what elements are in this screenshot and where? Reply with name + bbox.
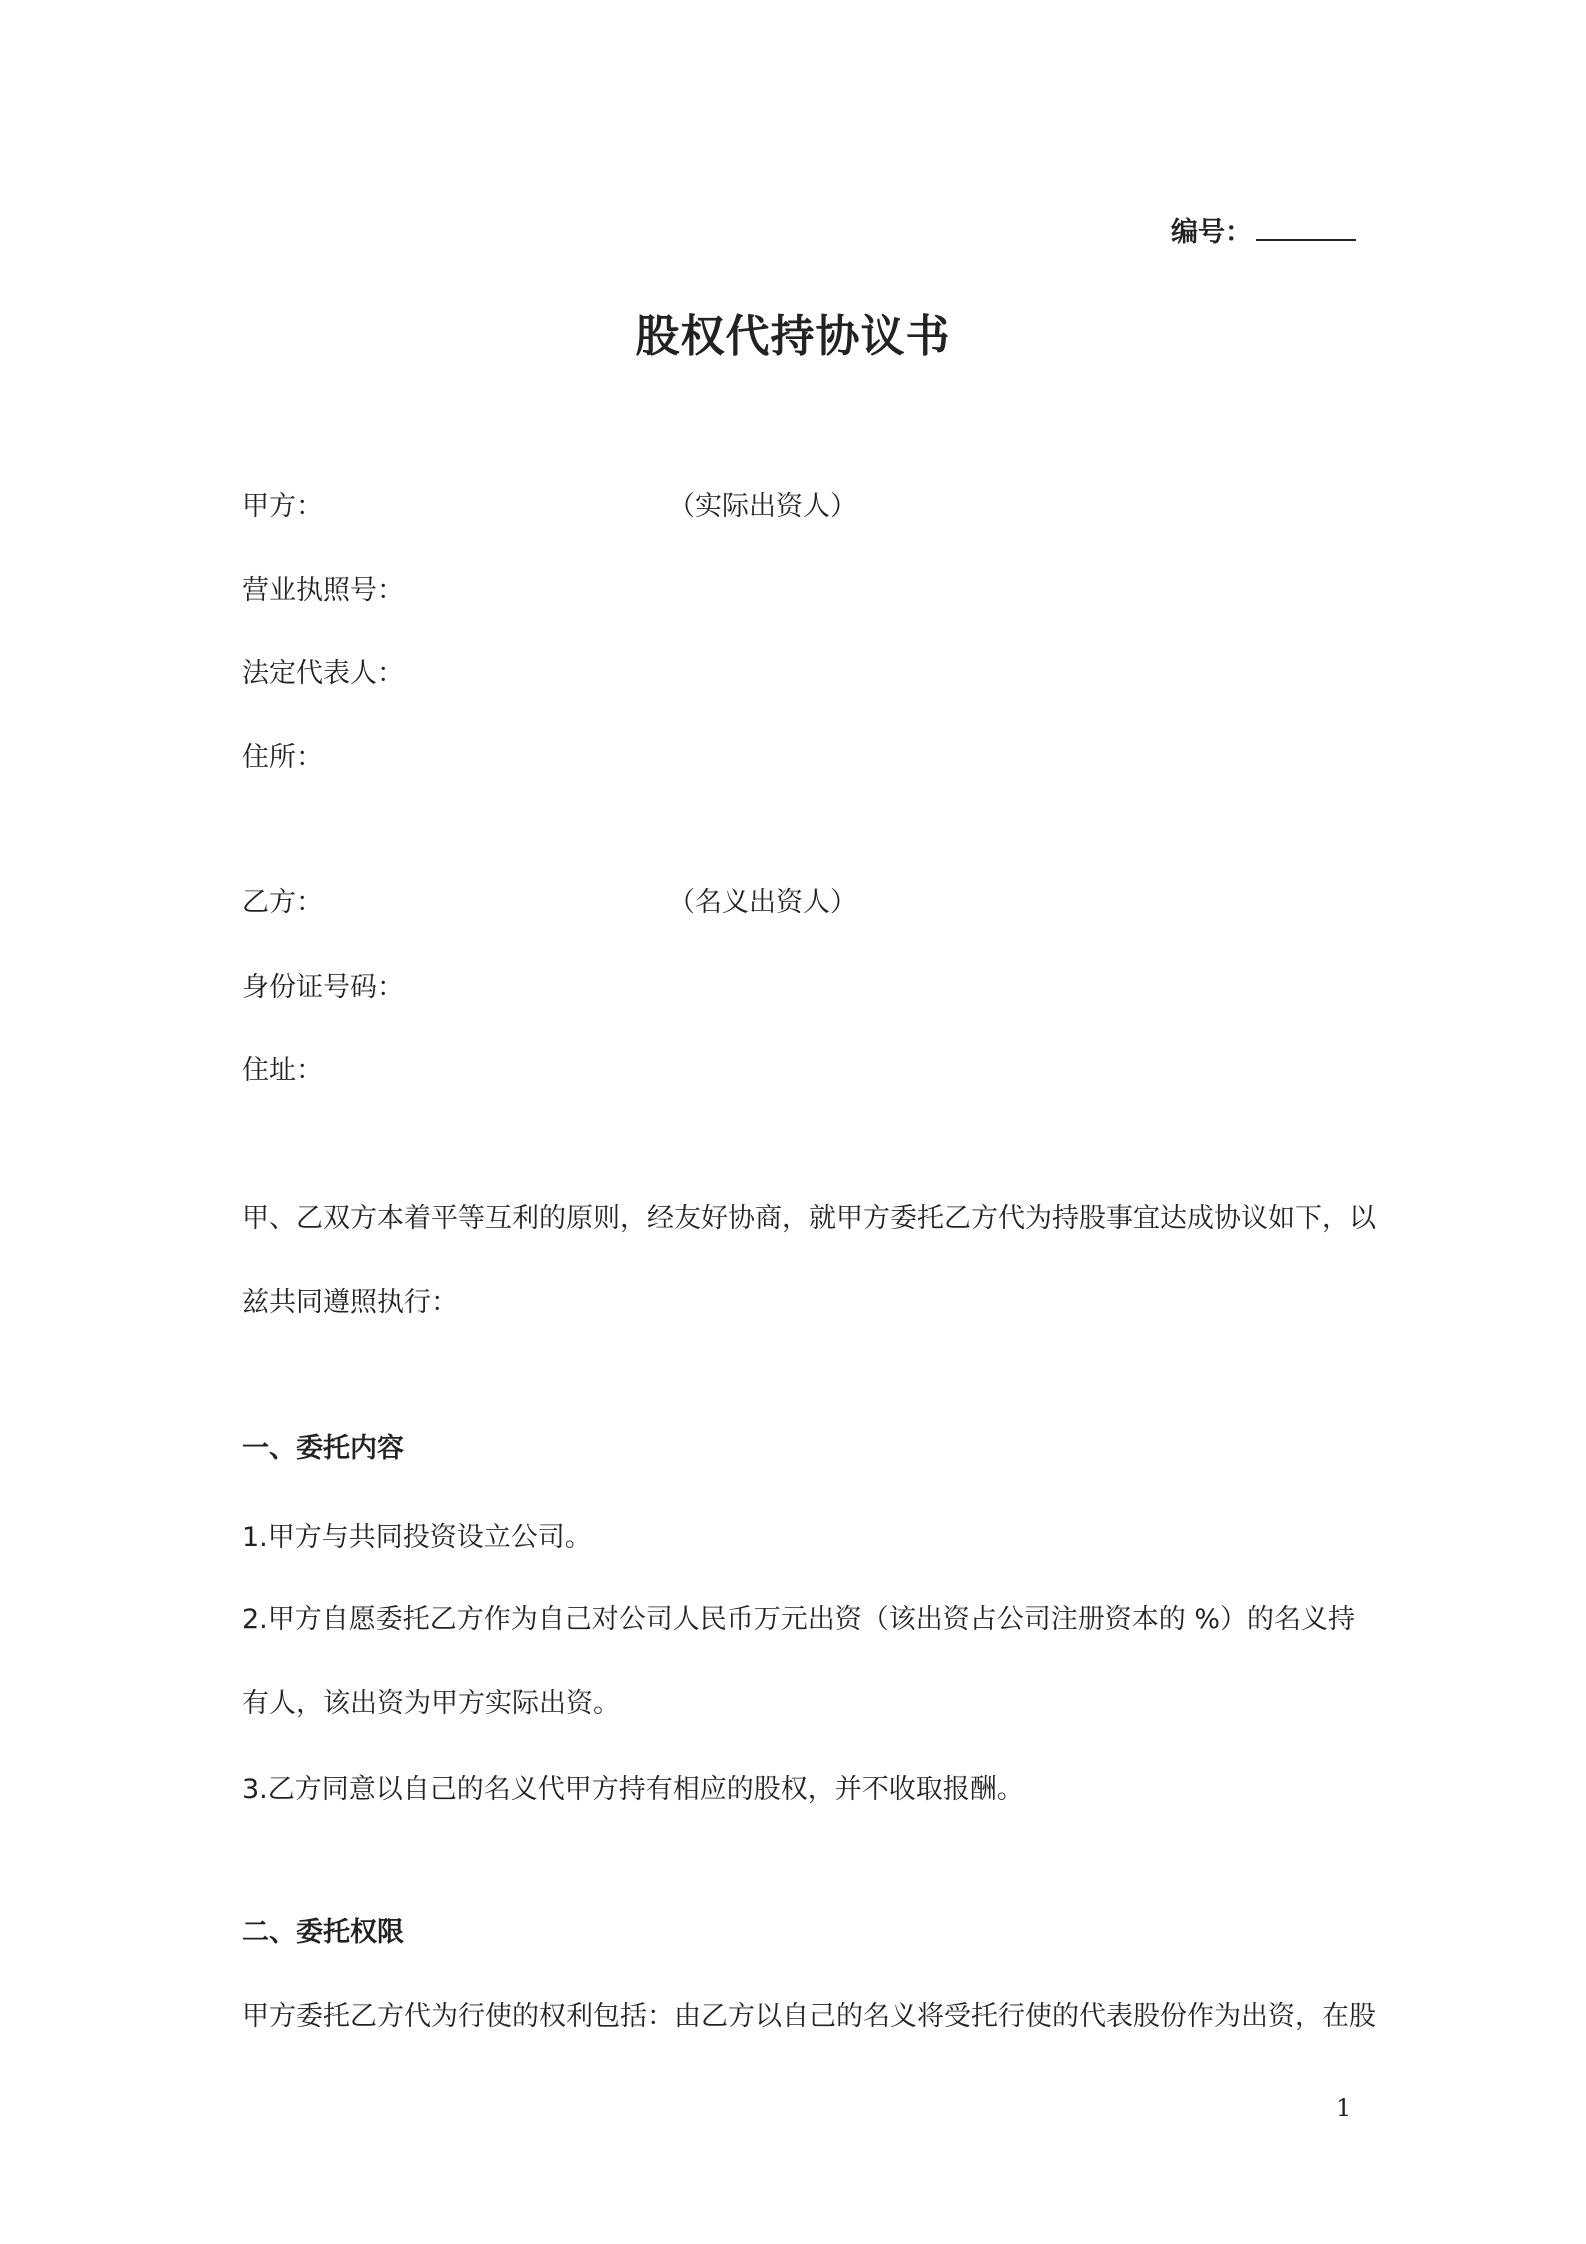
party-a-representative-label: 法定代表人：	[242, 658, 404, 689]
preamble-line-2: 兹共同遵照执行：	[242, 1287, 458, 1318]
section-1-item-2-line-1: 2.甲方自愿委托乙方作为自己对公司人民币万元出资（该出资占公司注册资本的 %）的名义持	[242, 1604, 1355, 1635]
party-b-address-label: 住址：	[242, 1055, 323, 1086]
party-a-license-label: 营业执照号：	[242, 575, 404, 606]
section-2-line-1: 甲方委托乙方代为行使的权利包括：由乙方以自己的名义将受托行使的代表股份作为出资，在股	[242, 2001, 1376, 2032]
preamble-line-1: 甲、乙双方本着平等互利的原则，经友好协商，就甲方委托乙方代为持股事宜达成协议如下，以	[242, 1203, 1376, 1234]
party-b-id-label: 身份证号码：	[242, 972, 404, 1003]
page-number: 1	[1336, 2094, 1352, 2122]
document-number	[1171, 210, 1356, 249]
party-b-label: 乙方：	[242, 887, 323, 918]
document-number-blank-line	[1256, 213, 1356, 241]
party-a-label: 甲方：	[242, 491, 323, 522]
section-1-item-1: 1.甲方与共同投资设立公司。	[242, 1522, 592, 1553]
section-1-item-2-line-2: 有人，该出资为甲方实际出资。	[242, 1688, 620, 1719]
section-1-heading: 一、委托内容	[242, 1433, 404, 1464]
document-title: 股权代持协议书	[635, 311, 951, 362]
document-number-label: 编号：	[1171, 217, 1252, 248]
party-a-note: （实际出资人）	[668, 491, 857, 522]
party-b-note: （名义出资人）	[668, 887, 857, 918]
section-1-item-3: 3.乙方同意以自己的名义代甲方持有相应的股权，并不收取报酬。	[242, 1774, 1024, 1805]
party-a-address-label: 住所：	[242, 742, 323, 773]
section-2-heading: 二、委托权限	[242, 1917, 404, 1948]
